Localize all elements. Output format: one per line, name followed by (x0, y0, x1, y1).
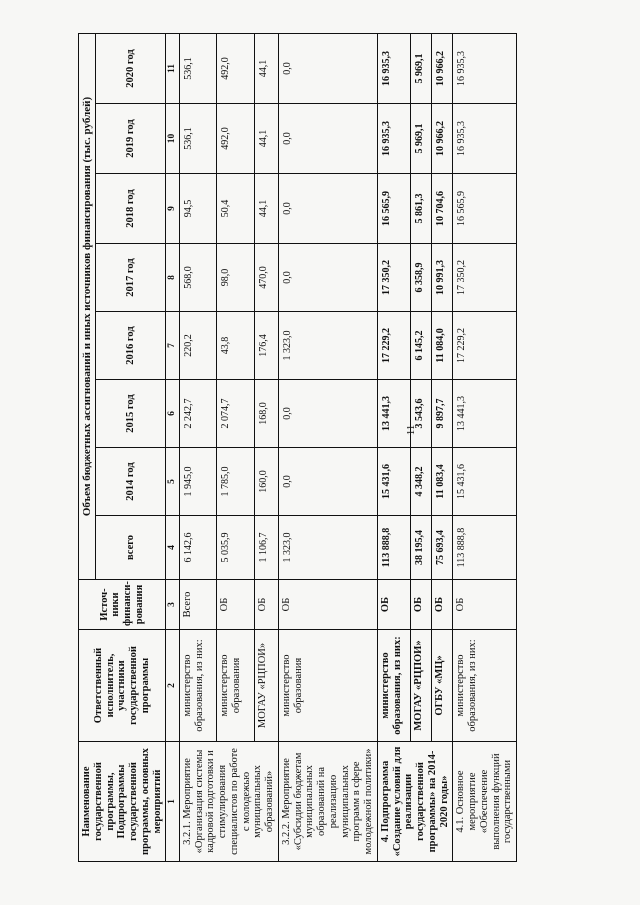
value-cell: 16 935,3 (453, 104, 517, 174)
value-cell: 11 083,4 (432, 448, 453, 516)
value-cell: 15 431,6 (377, 448, 410, 516)
header-row-1 (79, 33, 96, 861)
value-cell: 44,1 (254, 104, 278, 174)
value-cell: 1 785,0 (217, 448, 255, 516)
header-year: 2014 год (96, 448, 166, 516)
value-cell: 17 350,2 (453, 244, 517, 312)
col-number: 11 (166, 33, 180, 103)
column-number-row (166, 33, 180, 861)
header-year: 2016 год (96, 312, 166, 380)
value-cell: 4 348,2 (411, 448, 432, 516)
col-number: 9 (166, 174, 180, 244)
value-cell: 1 106,7 (254, 516, 278, 580)
value-cell: 10 966,2 (432, 33, 453, 103)
measure-name-3-2-1: 3.2.1. Мероприятие «Организация системы кадровой подготовки и стимулирования специалистов по работе с молодежью муниципальных образований» (179, 742, 278, 862)
value-cell: 10 991,3 (432, 244, 453, 312)
value-cell: 10 966,2 (432, 104, 453, 174)
header-year: 2017 год (96, 244, 166, 312)
value-cell: 492,0 (217, 104, 255, 174)
header-year: 2020 год (96, 33, 166, 103)
col-number: 7 (166, 312, 180, 380)
value-cell: 17 350,2 (377, 244, 410, 312)
executor-cell: МОГАУ «РЦПОИ» (254, 630, 278, 742)
executor-cell: МОГАУ «РЦПОИ» (411, 630, 432, 742)
value-cell: 492,0 (217, 33, 255, 103)
source-cell: ОБ (278, 580, 377, 630)
value-cell: 44,1 (254, 174, 278, 244)
value-cell: 536,1 (179, 104, 217, 174)
value-cell: 168,0 (254, 380, 278, 448)
value-cell: 220,2 (179, 312, 217, 380)
value-cell: 0,0 (278, 174, 377, 244)
subprogram-name-4: 4. Подпрограмма «Создание условий для реализации государственной программы» на 2014-2020 годы» (377, 742, 453, 862)
executor-cell: министерство образования, из них: (377, 630, 410, 742)
value-cell: 10 704,6 (432, 174, 453, 244)
value-cell: 9 897,7 (432, 380, 453, 448)
table-row (179, 33, 217, 861)
col-number: 5 (166, 448, 180, 516)
table-row (217, 33, 255, 861)
value-cell: 43,8 (217, 312, 255, 380)
measure-name-4-1: 4.1. Основное мероприятие «Обеспечение выполнения функций государственными (453, 742, 517, 862)
value-cell: 15 431,6 (453, 448, 517, 516)
source-cell: Всего (179, 580, 217, 630)
value-cell: 75 693,4 (432, 516, 453, 580)
executor-cell: министерство образования (217, 630, 255, 742)
value-cell: 2 242,7 (179, 380, 217, 448)
value-cell: 6 145,2 (411, 312, 432, 380)
source-cell: ОБ (432, 580, 453, 630)
col-number: 10 (166, 104, 180, 174)
value-cell: 1 323,0 (278, 312, 377, 380)
value-cell: 176,4 (254, 312, 278, 380)
value-cell: 0,0 (278, 380, 377, 448)
header-year: 2018 год (96, 174, 166, 244)
source-cell: ОБ (254, 580, 278, 630)
col-number: 6 (166, 380, 180, 448)
value-cell: 6 358,9 (411, 244, 432, 312)
rotated-table-wrapper (78, 34, 578, 862)
source-cell: ОБ (377, 580, 410, 630)
value-cell: 3 543,6 (411, 380, 432, 448)
value-cell: 0,0 (278, 448, 377, 516)
header-funding: Объем бюджетных ассигнований и иных источников финансирования (тыс. рублей) (79, 33, 96, 579)
value-cell: 470,0 (254, 244, 278, 312)
value-cell: 16 565,9 (453, 174, 517, 244)
executor-cell: ОГБУ «МЦ» (432, 630, 453, 742)
table-row (254, 33, 278, 861)
value-cell: 5 861,3 (411, 174, 432, 244)
executor-cell: министерство образования, из них: (179, 630, 217, 742)
header-year: 2015 год (96, 380, 166, 448)
value-cell: 16 935,3 (453, 33, 517, 103)
value-cell: 5 969,1 (411, 33, 432, 103)
executor-cell: министерство образования, из них: (453, 630, 517, 742)
value-cell: 5 035,9 (217, 516, 255, 580)
source-cell: ОБ (411, 580, 432, 630)
value-cell: 568,0 (179, 244, 217, 312)
value-cell: 5 969,1 (411, 104, 432, 174)
value-cell: 1 945,0 (179, 448, 217, 516)
header-name: Наименование государственной программы, Подпрограммы государственной программы, основных мероприятий (79, 742, 166, 862)
col-number: 8 (166, 244, 180, 312)
value-cell: 16 565,9 (377, 174, 410, 244)
value-cell: 17 229,2 (377, 312, 410, 380)
value-cell: 38 195,4 (411, 516, 432, 580)
value-cell: 50,4 (217, 174, 255, 244)
col-number: 4 (166, 516, 180, 580)
value-cell: 0,0 (278, 33, 377, 103)
measure-name-3-2-2: 3.2.2. Мероприятие «Субсидии бюджетам муниципальных образований на реализацию муниципальных программ в сфере молодежной политики» (278, 742, 377, 862)
source-cell: ОБ (217, 580, 255, 630)
source-cell: ОБ (453, 580, 517, 630)
value-cell: 11 084,0 (432, 312, 453, 380)
col-number: 2 (166, 630, 180, 742)
col-number: 3 (166, 580, 180, 630)
value-cell: 13 441,3 (377, 380, 410, 448)
header-source: Источ-ники финанси-рования (79, 580, 166, 630)
value-cell: 6 142,6 (179, 516, 217, 580)
table-row (377, 33, 410, 861)
value-cell: 160,0 (254, 448, 278, 516)
table-row (453, 33, 517, 861)
value-cell: 98,0 (217, 244, 255, 312)
value-cell: 0,0 (278, 244, 377, 312)
table-row (278, 33, 377, 861)
value-cell: 16 935,3 (377, 33, 410, 103)
header-executor: Ответственный исполнитель, участники государственной программы (79, 630, 166, 742)
value-cell: 113 888,8 (453, 516, 517, 580)
value-cell: 94,5 (179, 174, 217, 244)
value-cell: 113 888,8 (377, 516, 410, 580)
value-cell: 44,1 (254, 33, 278, 103)
value-cell: 17 229,2 (453, 312, 517, 380)
page-number: 11 (405, 424, 417, 436)
value-cell: 1 323,0 (278, 516, 377, 580)
value-cell: 0,0 (278, 104, 377, 174)
value-cell: 16 935,3 (377, 104, 410, 174)
value-cell: 536,1 (179, 33, 217, 103)
col-number: 1 (166, 742, 180, 862)
value-cell: 13 441,3 (453, 380, 517, 448)
table-row (411, 33, 432, 861)
table-row (432, 33, 453, 861)
header-year: 2019 год (96, 104, 166, 174)
header-total: всего (96, 516, 166, 580)
funding-table (78, 33, 517, 862)
executor-cell: министерство образования (278, 630, 377, 742)
value-cell: 2 074,7 (217, 380, 255, 448)
